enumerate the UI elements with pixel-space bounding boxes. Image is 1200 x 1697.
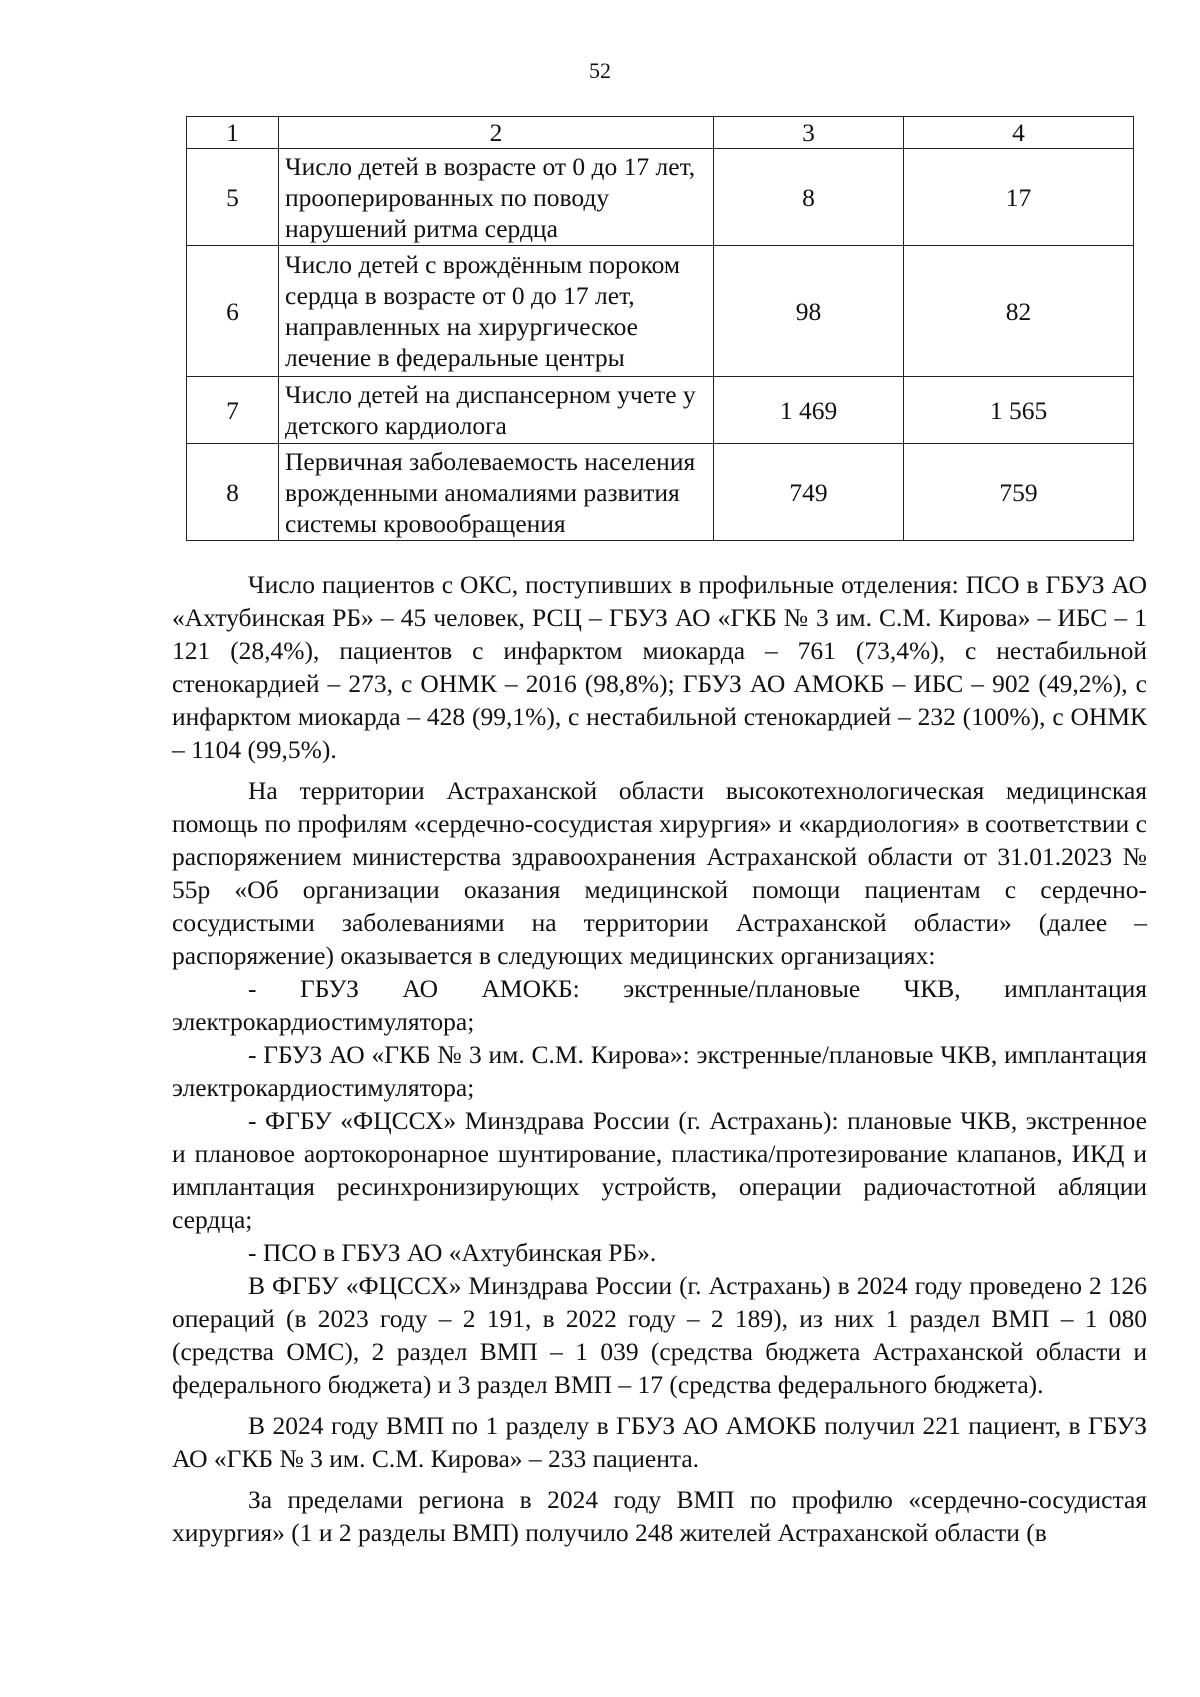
- paragraph-vmp-organizations: На территории Астраханской области высокотехнологическая медицинская помощь по профилям «сердечно-сосудистая хирургия» и «кардиология» в соответствии с распоряжением министерства здравоохранения Астраханской области от 31.01.2023 № 55р «Об организации оказания медицинской помощи пациентам с сердечно-сосудистыми заболеваниями на территории Астраханской области» (далее – распоряжение) оказывается в следующих медицинских организациях:: [172, 776, 1147, 970]
- page-number: 52: [589, 58, 611, 83]
- row-value-col3: 8: [714, 149, 904, 246]
- row-value-col4: 1 565: [904, 377, 1134, 444]
- table-row: [187, 444, 1134, 541]
- row-value-col3: 749: [714, 444, 904, 541]
- table-header-cell: 4: [904, 117, 1134, 149]
- row-description: Число детей на диспансерном учете у детского кардиолога: [279, 377, 714, 444]
- list-item-amokb: - ГБУЗ АО АМОКБ: экстренные/плановые ЧКВ, имплантация электрокардиостимулятора;: [172, 974, 1147, 1036]
- list-item-pso: - ПСО в ГБУЗ АО «Ахтубинская РБ».: [248, 1238, 657, 1267]
- row-description: Число детей с врождённым пороком сердца в возрасте от 0 до 17 лет, направленных на хирургическое лечение в федеральные центры: [279, 246, 714, 377]
- row-number: 6: [187, 246, 279, 377]
- list-item-gkb3: - ГБУЗ АО «ГКБ № 3 им. С.М. Кирова»: экстренные/плановые ЧКВ, имплантация электрокардиостимулятора;: [172, 1040, 1147, 1102]
- row-number: 8: [187, 444, 279, 541]
- row-description: Первичная заболеваемость населения врожденными аномалиями развития системы кровообращения: [279, 444, 714, 541]
- row-number: 5: [187, 149, 279, 246]
- table-row: [187, 246, 1134, 377]
- row-value-col3: 98: [714, 246, 904, 377]
- table-header-cell: 1: [187, 117, 279, 149]
- table-header-row: [187, 117, 1134, 149]
- row-value-col3: 1 469: [714, 377, 904, 444]
- row-number: 7: [187, 377, 279, 444]
- row-value-col4: 82: [904, 246, 1134, 377]
- paragraph-fccsh-operations: В ФГБУ «ФЦССХ» Минздрава России (г. Астрахань) в 2024 году проведено 2 126 операций (в 2023 году – 2 191, в 2022 году – 2 189), из них 1 раздел ВМП – 1 080 (средства ОМС), 2 раздел ВМП – 1 039 (средства бюджета Астраханской области и федерального бюджета) и 3 раздел ВМП – 17 (средства федерального бюджета).: [172, 1271, 1147, 1399]
- table-row: [187, 377, 1134, 444]
- table-row: [187, 149, 1134, 246]
- row-value-col4: 759: [904, 444, 1134, 541]
- paragraph-outside-region: За пределами региона в 2024 году ВМП по профилю «сердечно-сосудистая хирургия» (1 и 2 разделы ВМП) получило 248 жителей Астраханской области (в: [172, 1485, 1147, 1547]
- table-header-cell: 2: [279, 117, 714, 149]
- paragraph-oks-patients: Число пациентов с ОКС, поступивших в профильные отделения: ПСО в ГБУЗ АО «Ахтубинская РБ» – 45 человек, РСЦ – ГБУЗ АО «ГКБ № 3 им. С.М. Кирова» – ИБС – 1 121 (28,4%), пациентов с инфарктом миокарда – 761 (73,4%), с нестабильной стенокардией – 273, с ОНМК – 2016 (98,8%); ГБУЗ АО АМОКБ – ИБС – 902 (49,2%), с инфарктом миокарда – 428 (99,1%), с нестабильной стенокардией – 232 (100%), с ОНМК – 1104 (99,5%).: [172, 570, 1147, 764]
- list-item-fccsh: - ФГБУ «ФЦССХ» Минздрава России (г. Астрахань): плановые ЧКВ, экстренное и плановое аортокоронарное шунтирование, пластика/протезирование клапанов, ИКД и имплантация ресинхронизирующих устройств, операции радиочастотной абляции сердца;: [172, 1106, 1147, 1234]
- paragraph-vmp-section1: В 2024 году ВМП по 1 разделу в ГБУЗ АО АМОКБ получил 221 пациент, в ГБУЗ АО «ГКБ № 3 им. С.М. Кирова» – 233 пациента.: [172, 1411, 1147, 1473]
- row-value-col4: 17: [904, 149, 1134, 246]
- body-text: [172, 568, 1147, 1549]
- data-table: [186, 116, 1134, 541]
- row-description: Число детей в возрасте от 0 до 17 лет, прооперированных по поводу нарушений ритма сердца: [279, 149, 714, 246]
- table-header-cell: 3: [714, 117, 904, 149]
